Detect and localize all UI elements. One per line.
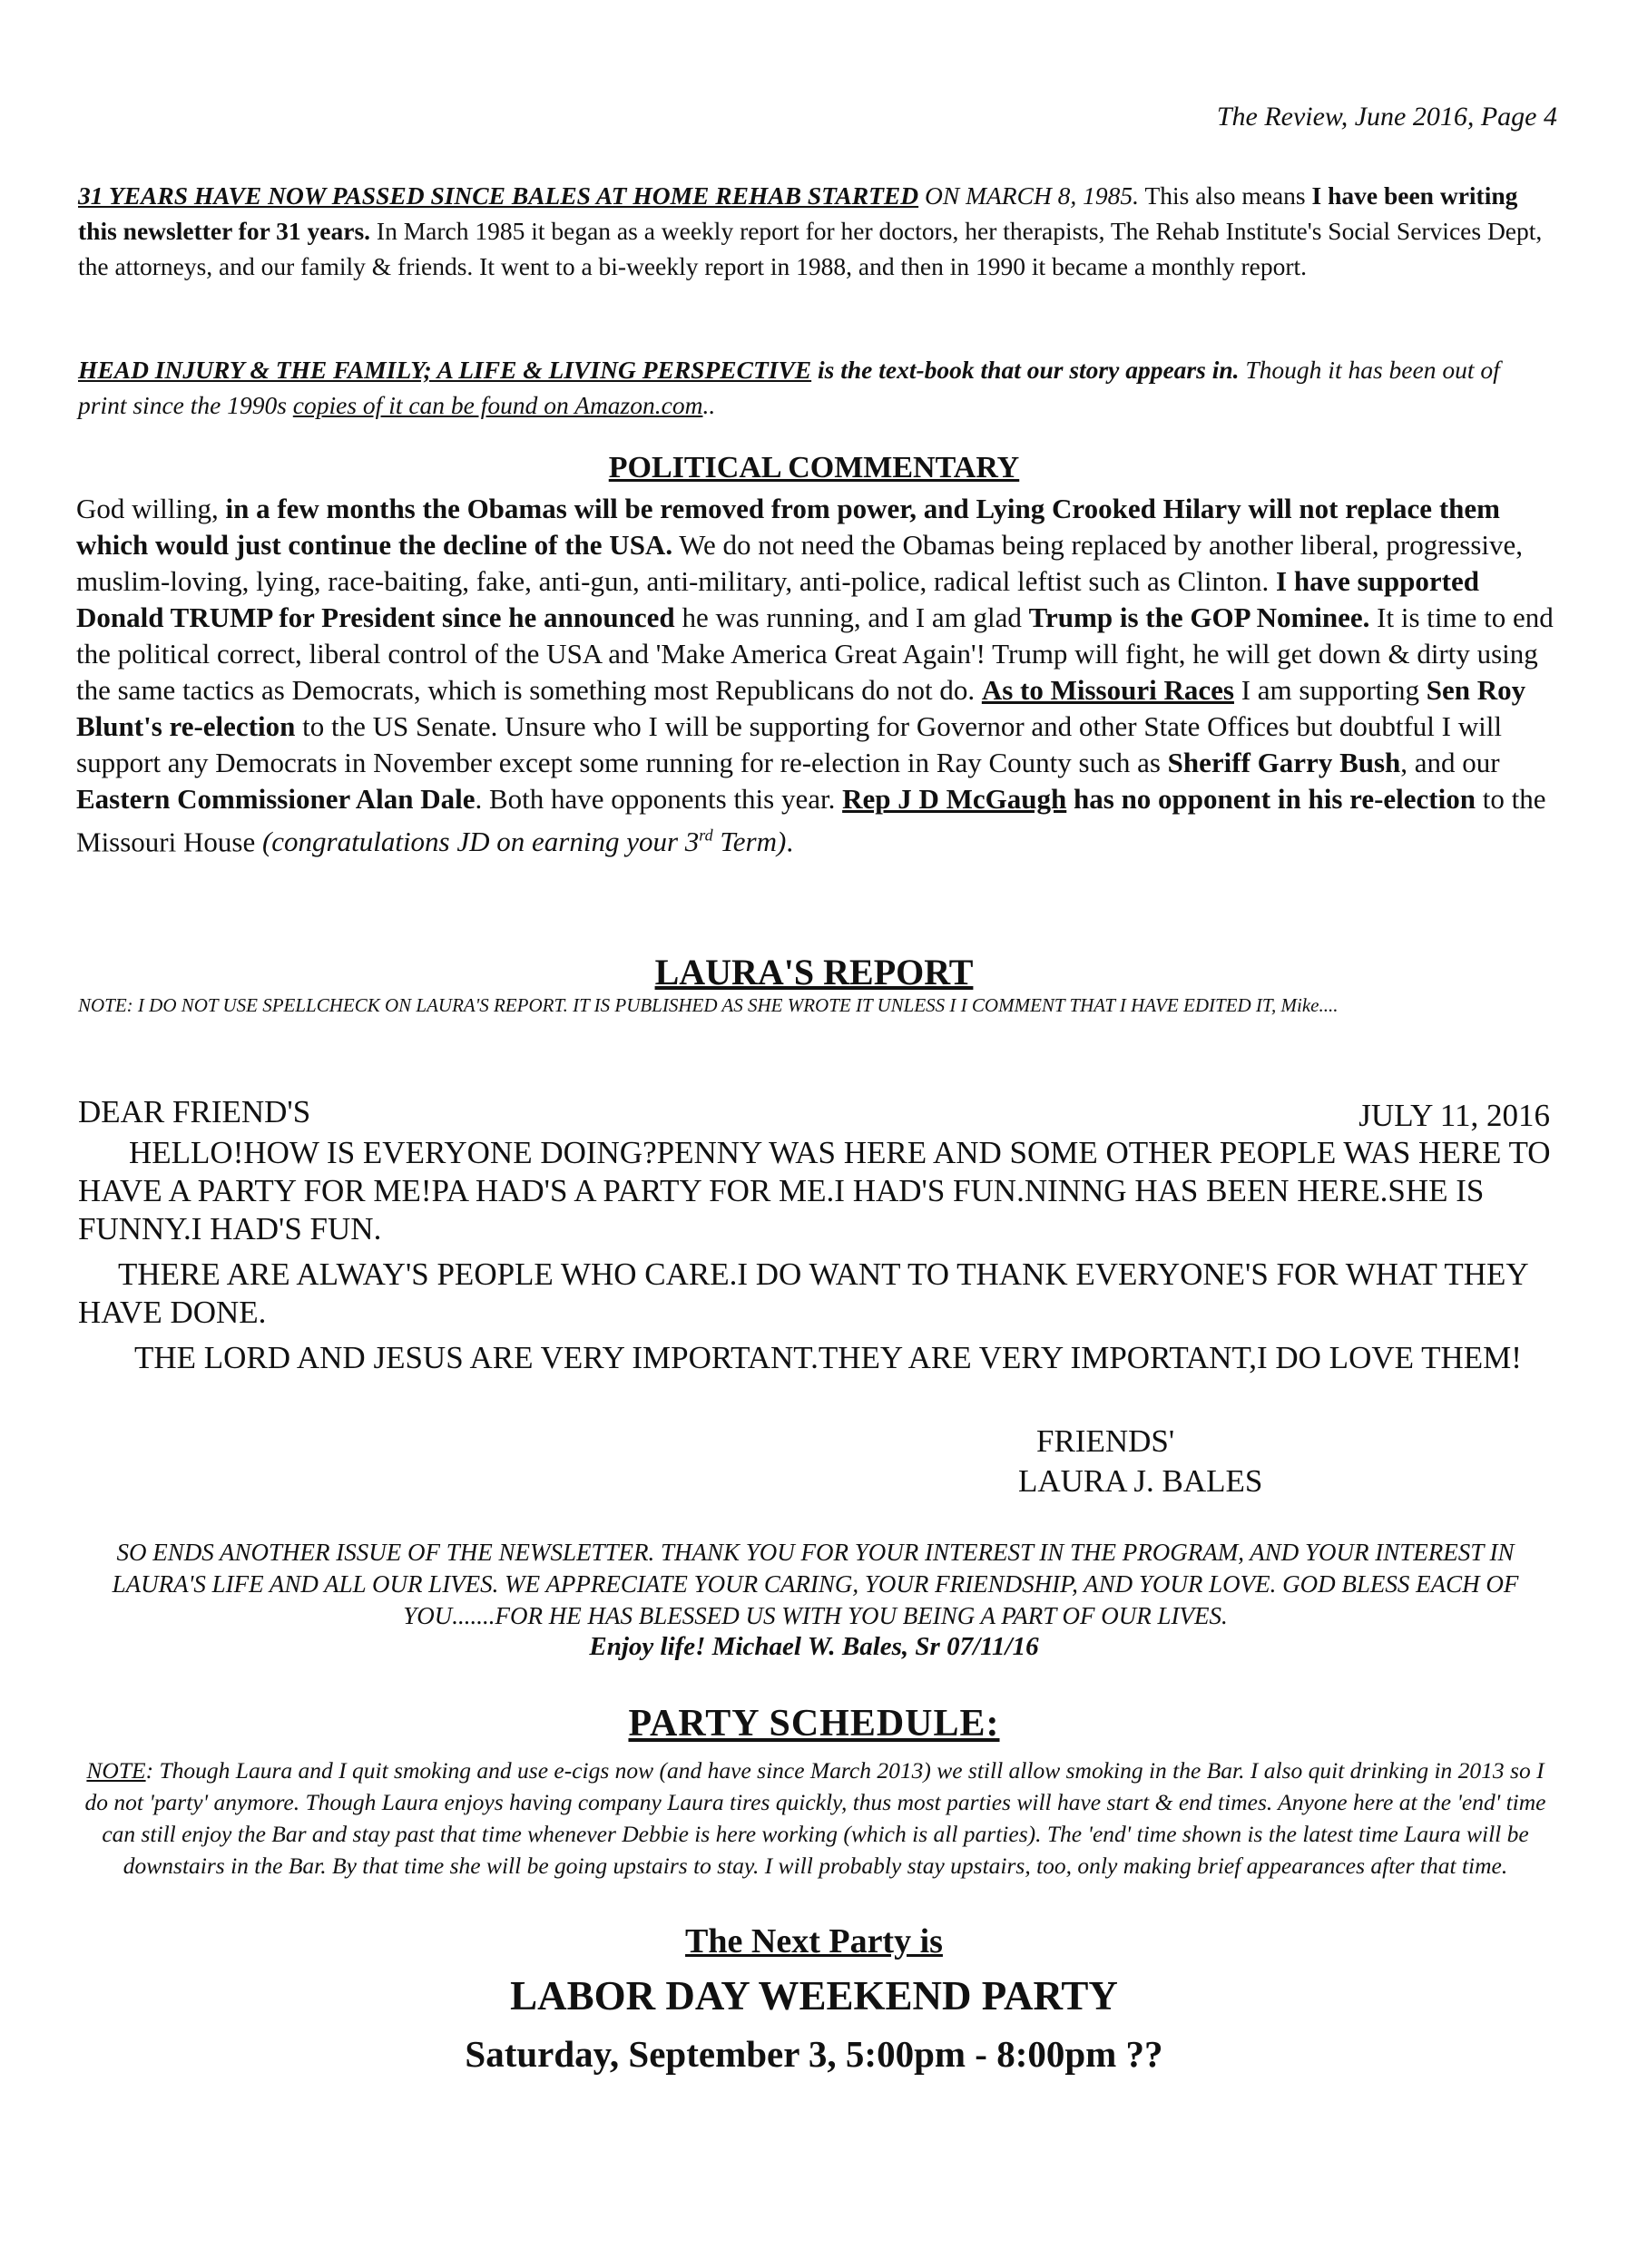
next-party-event: LABOR DAY WEEKEND PARTY [510,1973,1118,2019]
party-schedule-title [0,1702,1628,1745]
letter-paragraph-3: THE LORD AND JESUS ARE VERY IMPORTANT.THEY ARE VERY IMPORTANT,I DO LOVE THEM! [134,1340,1522,1375]
pc-15: . Both have opponents this year. [475,783,843,815]
pc-20: Term) [712,826,787,858]
pc-7: It is time to end the political correct, liberal control of the USA and 'Make America Great Again'! Trump will fight, he will get down & dirty using the same tactics as Democrats, which is something most Republicans do not do. [76,601,1554,706]
book-end: .. [702,391,716,419]
political-commentary-title: POLITICAL COMMENTARY [608,451,1020,484]
page-header: The Review, June 2016, Page 4 [1216,102,1557,132]
lauras-report-title: LAURA'S REPORT [654,952,974,992]
pc-11: to the US Senate. Unsure who I will be supporting for Governor and other State Offices but doubtful I will support any Democrats in November except some running for re-election in Ray County such as [76,710,1502,778]
pc-14: Eastern Commissioner Alan Dale [76,783,476,815]
party-note-text: : Though Laura and I quit smoking and use e-cigs now (and have since March 2013) we still allow smoking in the Bar. I also quit drinking in 2013 so I do not 'party' anymore. Though Laura enjoys having company Laura tires quickly, thus most parties will have start & end times. Anyone here at the 'end' time can still enjoy the Bar and stay past that time whenever Debbie is here working (which is all parties). The 'end' time shown is the latest time Laura will be downstairs in the Bar. By that time she will be going upstairs to stay. I will probably stay upstairs, too, only making brief appearances after that time. [84,1757,1546,1879]
pc-6: Trump is the GOP Nominee. [1028,601,1370,633]
intro-paragraph [78,178,1548,284]
book-paragraph [78,352,1548,423]
pc-16: Rep J D McGaugh [842,783,1067,815]
amazon-link[interactable]: copies of it can be found on Amazon.com [292,391,703,419]
intro-date: ON MARCH 8, 1985. [918,181,1140,210]
party-note-label: NOTE [86,1757,146,1784]
letter-paragraph-1: HELLO!HOW IS EVERYONE DOING?PENNY WAS HERE AND SOME OTHER PEOPLE WAS HERE TO HAVE A PARTY FOR ME!PA HAD'S A PARTY FOR ME.I HAD'S FUN.NINNG HAS BEEN HERE.SHE IS FUNNY.I HAD'S FUN. [78,1135,1551,1246]
intro-bold: I have been writing this newsletter for 31 years. [78,181,1518,245]
pc-12: Sheriff Garry Bush [1167,747,1401,778]
next-party-label: The Next Party is [685,1922,943,1960]
party-schedule-note [78,1755,1553,1882]
next-party-when: Saturday, September 3, 5:00pm - 8:00pm ?? [465,2033,1163,2075]
pc-19-sup: rd [699,826,713,845]
letter-closing: FRIENDS' [1036,1423,1175,1459]
pc-19-text: (congratulations JD on earning your 3 [261,826,700,858]
pc-9: I am supporting [1233,674,1427,706]
book-title: HEAD INJURY & THE FAMILY; A LIFE & LIVING PERSPECTIVE [78,356,812,384]
pc-10: Sen Roy Blunt's re-election [76,674,1526,742]
letter-date: JULY 11, 2016 [1358,1098,1550,1133]
pc-4: I have supported Donald TRUMP for President since he announced [76,565,1479,633]
intro-text-2: In March 1985 it began as a weekly report for her doctors, her therapists, The Rehab Institute's Social Services Dept, the attorneys, and our family & friends. It went to a bi-weekly report in 1988, and then in 1990 it became a monthly report. [78,217,1543,280]
closing-signature: Enjoy life! Michael W. Bales, Sr 07/11/16 [589,1632,1039,1661]
pc-5: he was running, and I am glad [674,601,1029,633]
lauras-report-note: NOTE: I DO NOT USE SPELLCHECK ON LAURA'S REPORT. IT IS PUBLISHED AS SHE WROTE IT UNLESS I I COMMENT THAT I HAVE EDITED IT, Mike.... [78,994,1339,1016]
closing-statement: SO ENDS ANOTHER ISSUE OF THE NEWSLETTER. THANK YOU FOR YOUR INTEREST IN THE PROGRAM, AND YOUR INTEREST IN LAURA'S LIFE AND ALL OUR LIVES. WE APPRECIATE YOUR CARING, YOUR FRIENDSHIP, AND YOUR LOVE. GOD BLESS EACH OF YOU.......FOR HE HAS BLESSED US WITH YOU BEING A PART OF OUR LIVES. [112,1539,1519,1629]
book-text: Though it has been out of print since the 1990s [78,356,1500,419]
pc-18: to the Missouri House [76,783,1546,858]
party-schedule-title-text: PARTY SCHEDULE: [628,1703,1000,1745]
pc-1: God willing, [76,493,226,524]
pc-19 [262,826,786,857]
intro-text-1: This also means [1139,181,1312,210]
political-commentary-body [76,491,1555,860]
book-bold: is the text-book that our story appears in. [811,356,1240,384]
intro-headline: 31 YEARS HAVE NOW PASSED SINCE BALES AT HOME REHAB STARTED [78,181,919,210]
letter-greeting: DEAR FRIEND'S [78,1094,311,1129]
letter-signature: LAURA J. BALES [1018,1463,1263,1499]
pc-13: , and our [1400,747,1500,778]
letter-paragraph-2: THERE ARE ALWAY'S PEOPLE WHO CARE.I DO WANT TO THANK EVERYONE'S FOR WHAT THEY HAVE DONE. [78,1256,1528,1330]
pc-17: has no opponent in his re-election [1066,783,1476,815]
pc-2: in a few months the Obamas will be removed from power, and Lying Crooked Hilary will not replace them which would just continue the decline of the USA. [76,493,1500,561]
pc-21: . [786,826,794,858]
pc-8: As to Missouri Races [981,674,1234,706]
pc-3: We do not need the Obamas being replaced by another liberal, progressive, muslim-loving, lying, race-baiting, fake, anti-gun, anti-military, anti-police, radical leftist such as Clinton. [76,529,1524,597]
